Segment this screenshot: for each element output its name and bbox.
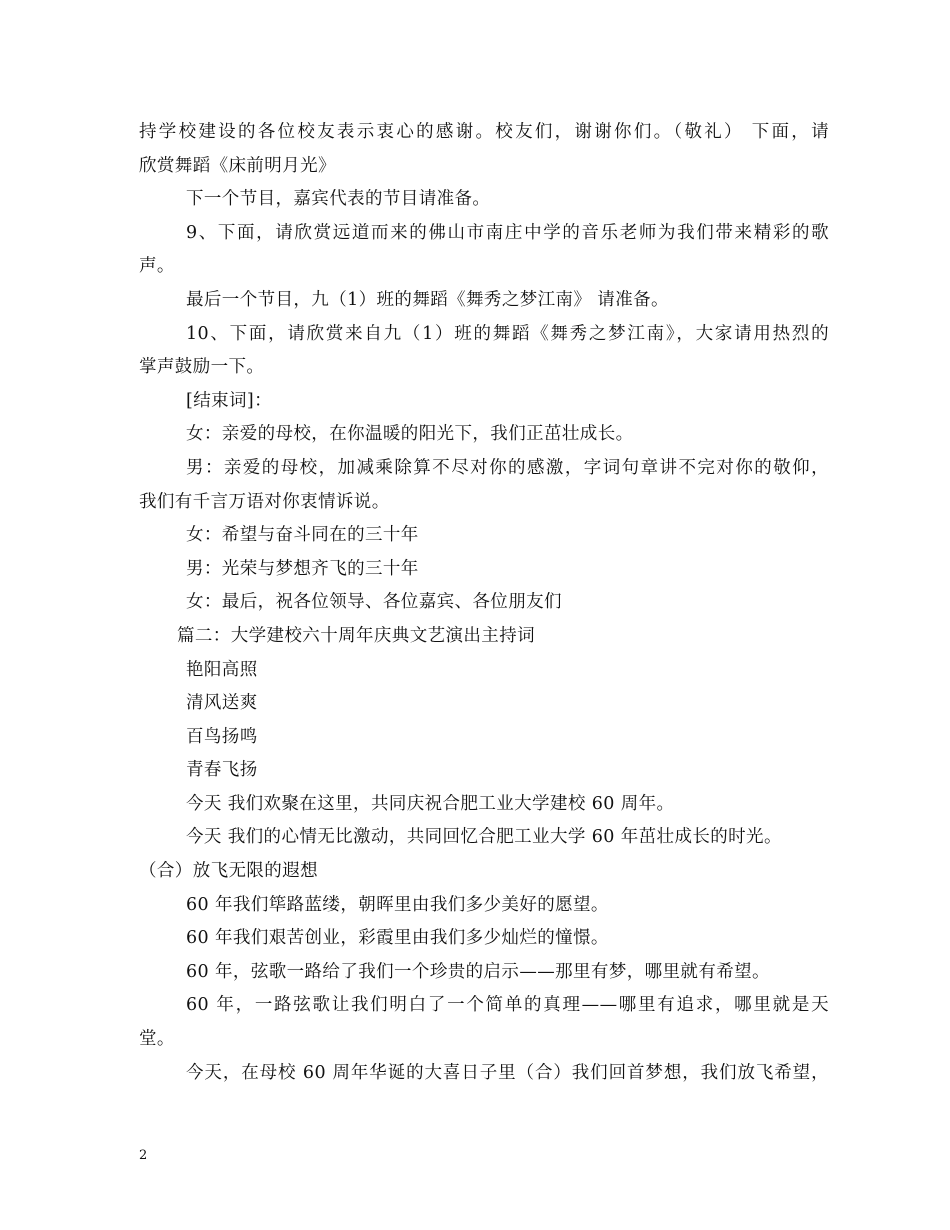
text-line: 持学校建设的各位校友表示衷心的感谢。校友们，谢谢你们。（敬礼） 下面，请 (139, 122, 829, 142)
text-line: 60 年，弦歌一路给了我们一个珍贵的启示——那里有梦，哪里就有希望。 (186, 961, 770, 982)
text-line: 今天，在母校 60 周年华诞的大喜日子里（合）我们回首梦想，我们放飞希望， (186, 1062, 829, 1083)
text-line: 男：光荣与梦想齐飞的三十年 (186, 558, 419, 579)
text-line: 今天 我们欢聚在这里，共同庆祝合肥工业大学建校 60 周年。 (186, 793, 675, 814)
text-line: 60 年我们艰苦创业，彩霞里由我们多少灿烂的憧憬。 (186, 928, 609, 949)
text-line: 最后一个节目，九（1）班的舞蹈《舞秀之梦江南》 请准备。 (186, 289, 669, 310)
text-line: 声。 (139, 256, 175, 277)
text-line: 下一个节目，嘉宾代表的节目请准备。 (186, 189, 491, 210)
text-line: 篇二：大学建校六十周年庆典文艺演出主持词 (177, 625, 535, 646)
text-line: 清风送爽 (186, 693, 258, 714)
text-line: 女：最后，祝各位领导、各位嘉宾、各位朋友们 (186, 592, 562, 613)
text-line: 掌声鼓励一下。 (139, 357, 265, 378)
text-line: [结束词]： (186, 390, 273, 411)
text-line: 我们有千言万语对你衷情诉说。 (139, 491, 390, 512)
page-number: 2 (139, 1148, 148, 1163)
text-line: 欣赏舞蹈《床前明月光》 (139, 155, 336, 176)
text-line: （合）放飞无限的遐想 (139, 861, 318, 882)
text-line: 百鸟扬鸣 (186, 726, 258, 747)
text-line: 女：希望与奋斗同在的三十年 (186, 525, 419, 546)
text-line: 9、下面，请欣赏远道而来的佛山市南庄中学的音乐老师为我们带来精彩的歌 (186, 222, 829, 243)
text-line: 艳阳高照 (186, 659, 258, 680)
document-body (139, 116, 829, 1090)
text-line: 男：亲爱的母校，加减乘除算不尽对你的感激，字词句章讲不完对你的敬仰， (186, 457, 829, 478)
text-line: 60 年我们筚路蓝缕，朝晖里由我们多少美好的愿望。 (186, 894, 609, 915)
text-line: 女：亲爱的母校，在你温暖的阳光下，我们正茁壮成长。 (186, 424, 634, 445)
text-line: 今天 我们的心情无比激动，共同回忆合肥工业大学 60 年茁壮成长的时光。 (186, 827, 782, 848)
text-line: 60 年，一路弦歌让我们明白了一个简单的真理——哪里有追求，哪里就是天 (186, 995, 829, 1016)
text-line: 10、下面，请欣赏来自九（1）班的舞蹈《舞秀之梦江南》，大家请用热烈的 (186, 323, 829, 344)
text-line: 堂。 (139, 1029, 175, 1050)
text-line: 青春飞扬 (186, 760, 258, 781)
